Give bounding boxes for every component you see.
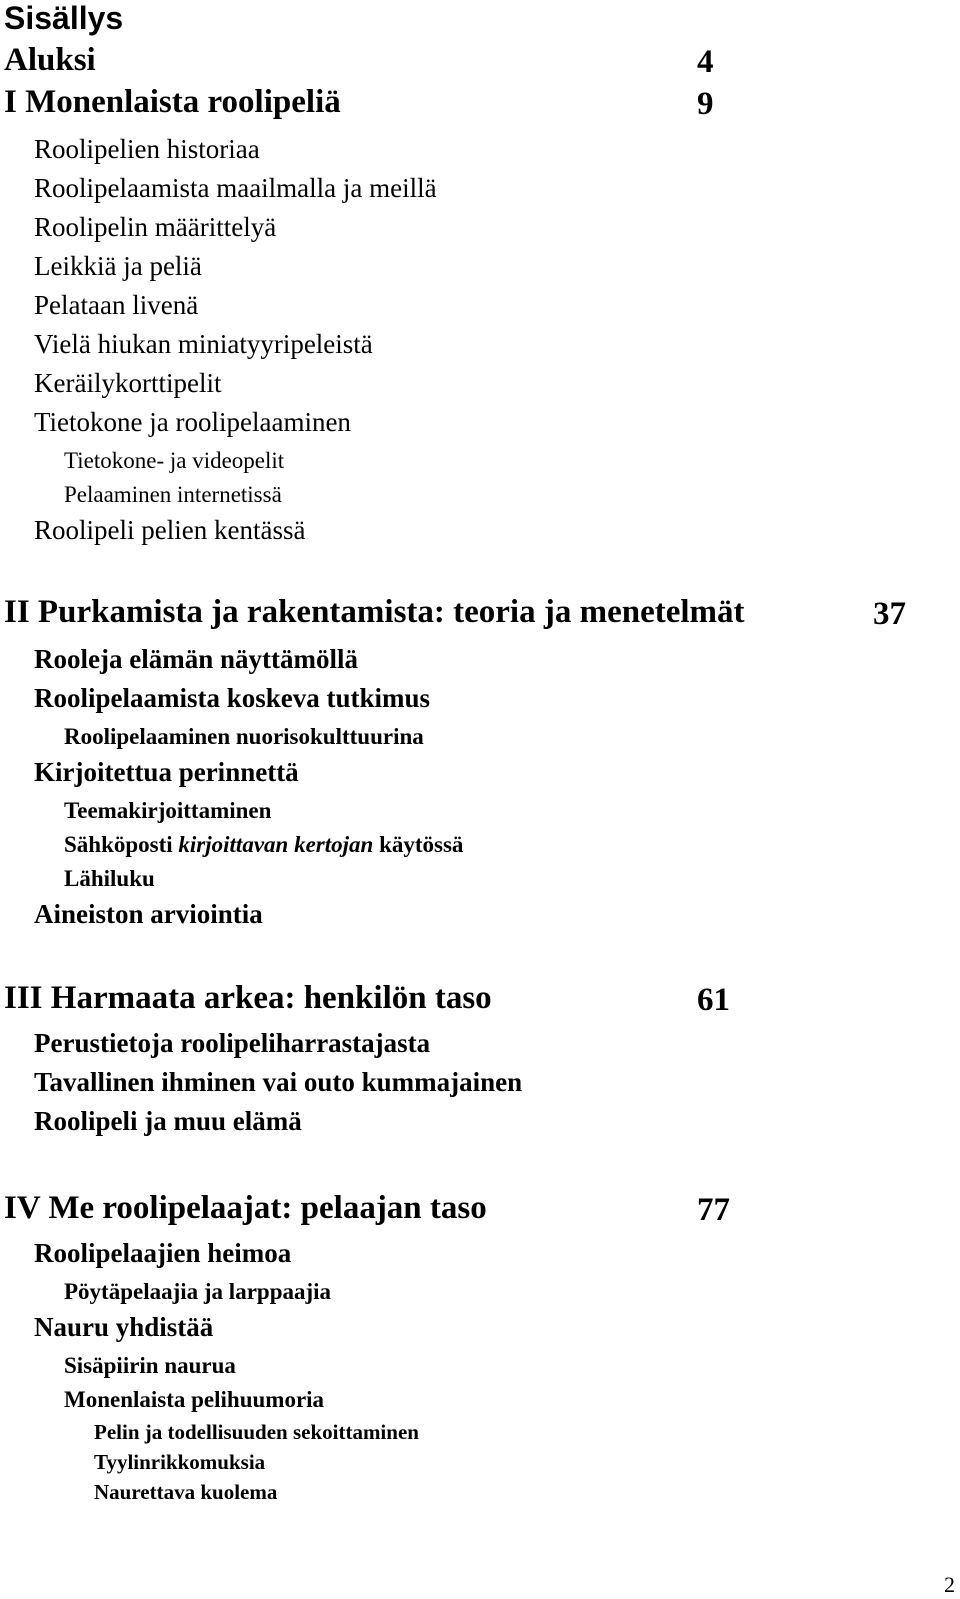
toc-entry: Tavallinen ihminen vai outo kummajainen xyxy=(34,1067,523,1097)
toc-subentry: Lähiluku xyxy=(64,866,155,891)
toc-entry: Roolipelaamista maailmalla ja meillä xyxy=(34,173,437,203)
toc-entry: Nauru yhdistää xyxy=(34,1312,214,1342)
toc-subentry: Tietokone- ja videopelit xyxy=(64,448,285,473)
toc-part-4: IV Me roolipelaajat: pelaajan taso xyxy=(4,1190,487,1226)
toc-entry: Roolipeli pelien kentässä xyxy=(34,515,306,545)
toc-entry: Keräilykorttipelit xyxy=(34,368,222,398)
toc-entry: Roolipeli ja muu elämä xyxy=(34,1106,302,1136)
toc-page-part-1: 9 xyxy=(697,86,714,122)
toc-subentry: Pöytäpelaajia ja larppaajia xyxy=(64,1279,332,1304)
toc-subsubentry: Naurettava kuolema xyxy=(94,1480,278,1504)
toc-subentry: Pelaaminen internetissä xyxy=(64,482,282,507)
toc-entry: Roolipelien historiaa xyxy=(34,134,260,164)
toc-entry: Aineiston arviointia xyxy=(34,899,263,929)
toc-subentry: Sisäpiirin naurua xyxy=(64,1353,236,1378)
toc-subentry: Monenlaista pelihuumoria xyxy=(64,1387,325,1412)
toc-subentry: Roolipelaaminen nuorisokulttuurina xyxy=(64,724,424,749)
toc-page-part-3: 61 xyxy=(697,982,730,1018)
page-number: 2 xyxy=(944,1572,955,1597)
toc-entry-aluksi: Aluksi xyxy=(4,42,96,78)
toc-entry: Roolipelin määrittelyä xyxy=(34,212,277,242)
toc-page-aluksi: 4 xyxy=(697,44,714,80)
toc-entry: Perustietoja roolipeliharrastajasta xyxy=(34,1028,431,1058)
toc-entry: Pelataan livenä xyxy=(34,290,199,320)
toc-subsubentry: Tyylinrikkomuksia xyxy=(94,1450,266,1474)
toc-part-1: I Monenlaista roolipeliä xyxy=(4,84,341,120)
toc-page-part-2: 37 xyxy=(873,596,906,632)
toc-title: Sisällys xyxy=(4,0,124,36)
toc-entry: Roolipelaajien heimoa xyxy=(34,1238,292,1268)
toc-entry: Kirjoitettua perinnettä xyxy=(34,757,299,787)
toc-subentry: Teemakirjoittaminen xyxy=(64,798,272,823)
toc-part-3: III Harmaata arkea: henkilön taso xyxy=(4,980,492,1016)
toc-entry: Roolipelaamista koskeva tutkimus xyxy=(34,683,431,713)
toc-entry: Tietokone ja roolipelaaminen xyxy=(34,407,351,437)
toc-entry: Rooleja elämän näyttämöllä xyxy=(34,644,358,674)
toc-subentry-email: Sähköposti kirjoittavan kertojan käytössä xyxy=(64,832,464,857)
toc-entry: Vielä hiukan miniatyyripeleistä xyxy=(34,329,373,359)
toc-subsubentry: Pelin ja todellisuuden sekoittaminen xyxy=(94,1420,419,1444)
toc-page-part-4: 77 xyxy=(697,1192,730,1228)
toc-part-2: II Purkamista ja rakentamista: teoria ja menetelmät xyxy=(4,594,745,630)
toc-entry: Leikkiä ja peliä xyxy=(34,251,202,281)
